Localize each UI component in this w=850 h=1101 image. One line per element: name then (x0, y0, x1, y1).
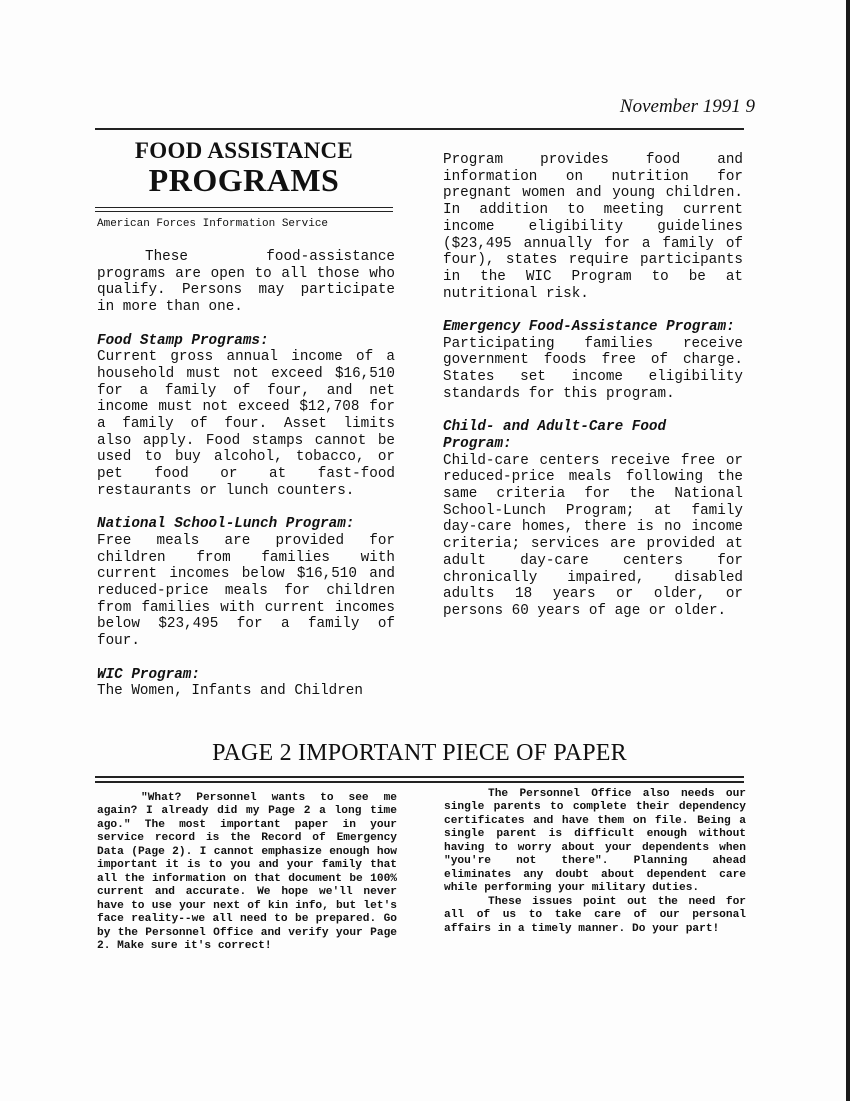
page-date-number: November 1991 9 (619, 96, 755, 117)
article2-column-left (97, 792, 397, 953)
section-heading: Emergency Food-Assistance Program: (443, 319, 735, 336)
section-body: Program provides food and information on nutrition for pregnant women and young children. In addition to meeting current income eligibility guidelines ($23,495 annually for a family of four), states require participants in the WIC Program to be at nutritional risk. (443, 152, 743, 302)
section-heading: WIC Program: (97, 666, 200, 683)
article1-title-line1: FOOD ASSISTANCE (134, 138, 354, 163)
byline: American Forces Information Service (97, 218, 329, 230)
section-heading: Child- and Adult-Care Food Program: (443, 419, 667, 452)
article2-paragraph: "What? Personnel wants to see me again? I already did my Page 2 a long time ago." The most important paper in your service record is the Record of Emergency Data (Page 2). I cannot emphasize enough how important it is to you and your family that all the information on that document be 100% current and accurate. We hope we'll never have to use your next of kin info, but let's face reality--we all need to be prepared. Go by the Personnel Office and verify your Page 2. Make sure it's correct! (97, 792, 397, 952)
article1-title-line2: PROGRAMS (148, 162, 340, 198)
section-body: Child-care centers receive free or reduced-price meals following the same criteria for the National School-Lunch Program; at family day-care homes, there is no income criteria; services are provided at adult day-care centers for chronically impaired, disabled adults 18 years or older, or persons 60 years of age or older. (443, 452, 743, 619)
section-body: Current gross annual income of a household must not exceed $16,510 for a family of four, and net income must not exceed $12,708 for a family of four. Asset limits also apply. Food stamps cannot be used to buy alcohol, tobacco, or pet food or at fast-food restaurants or lunch counters. (97, 349, 395, 499)
section-school-lunch (97, 516, 395, 650)
section-wic (97, 667, 395, 700)
section-body: The Women, Infants and Children (97, 683, 363, 700)
title-rule-top (95, 207, 393, 208)
title-rule-bottom (95, 211, 393, 212)
section-heading: Food Stamp Programs: (97, 332, 269, 349)
article2-title: PAGE 2 IMPORTANT PIECE OF PAPER (212, 740, 627, 766)
article1-column-left (97, 249, 395, 717)
section-child-adult-care (443, 419, 743, 619)
intro-paragraph: These food-assistance programs are open to all those who qualify. Persons may participate in more than one. (97, 249, 395, 316)
article2-rule-bottom (95, 781, 744, 783)
section-wic-continued (443, 152, 743, 302)
article2-rule-top (95, 776, 744, 778)
article2-paragraph: The Personnel Office also needs our single parents to complete their dependency certificates and have them on file. Being a single parent is difficult enough without having to worry about your dependents when "you're not there". Planning ahead eliminates any doubt about dependent care while performing your military duties. (444, 788, 746, 895)
section-body: Free meals are provided for children from families with current incomes below $16,510 and reduced-price meals for children from families with current incomes below $23,495 for a family of four. (97, 532, 395, 650)
header-rule (95, 128, 744, 130)
section-heading: National School-Lunch Program: (97, 516, 355, 533)
article1-column-right (443, 152, 743, 636)
section-emergency (443, 319, 743, 403)
section-food-stamp (97, 333, 395, 500)
section-body: Participating families receive government foods free of charge. States set income eligibility standards for this program. (443, 335, 743, 402)
article2-paragraph: These issues point out the need for all of us to take care of our personal affairs in a timely manner. Do your part! (444, 895, 746, 935)
scan-edge (846, 0, 850, 1101)
article2-column-right (444, 788, 746, 936)
